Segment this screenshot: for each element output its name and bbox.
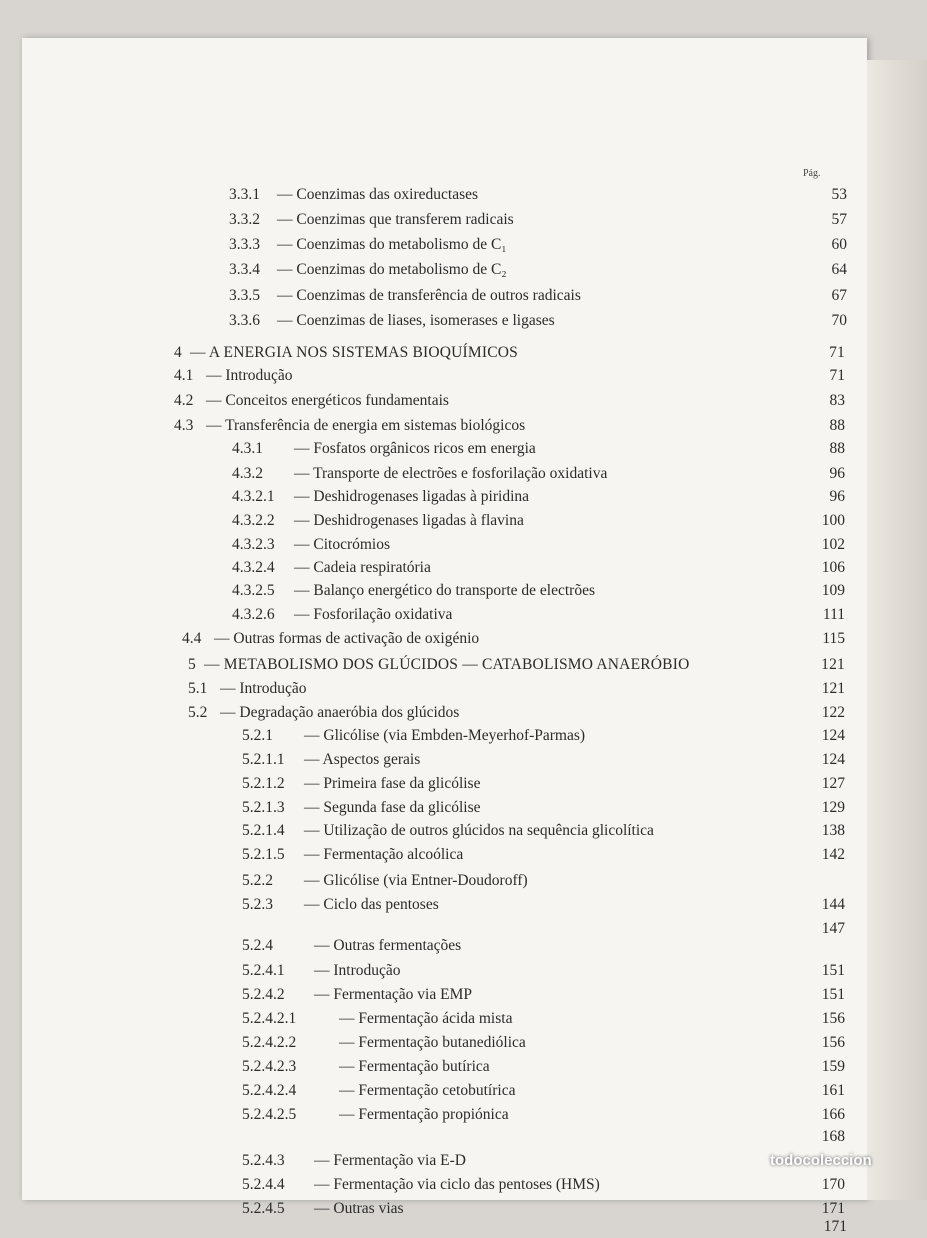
toc-entry-page: 156 (821, 1034, 845, 1051)
toc-entry-number: 5.2.4.1 (242, 962, 285, 979)
page-edge-shadow (867, 60, 927, 1200)
toc-entry-title: — Coenzimas das oxireductases (277, 186, 479, 203)
toc-entry-title: — METABOLISMO DOS GLÚCIDOS — CATABOLISMO ANAERÓBIO (204, 656, 690, 673)
toc-entry-page: 64 (831, 261, 847, 278)
toc-entry-title: — Cadeia respiratória (294, 559, 431, 576)
toc-entry-title: — Fosfatos orgânicos ricos em energia (294, 440, 536, 457)
toc-entry (22, 749, 845, 771)
toc-entry (22, 534, 845, 556)
toc-entry-number: 5.2.4 (242, 937, 273, 954)
toc-entry (22, 628, 845, 650)
toc-entry-page: 102 (821, 536, 845, 553)
toc-entry-page: 124 (821, 751, 845, 768)
toc-entry-number: 4.2 (174, 392, 194, 409)
toc-entry-title: — Coenzimas de transferência de outros radicais (277, 287, 581, 304)
toc-entry-page: 122 (821, 704, 845, 721)
toc-entry-title: — Coenzimas que transferem radicais (277, 211, 514, 228)
toc-entry (22, 1104, 845, 1126)
toc-entry-title: — Aspectos gerais (304, 751, 421, 768)
toc-entry-title: — Outras vias (314, 1200, 404, 1217)
watermark-logo: todocoleccion (770, 1152, 872, 1169)
toc-entry-number: 4.3.2 (232, 465, 263, 482)
toc-entry-number: 4.3.1 (232, 440, 263, 457)
toc-entry (22, 894, 845, 916)
toc-entry-number: 5.2.4.2.2 (242, 1034, 297, 1051)
toc-entry-page: 88 (829, 440, 845, 457)
toc-entry-title: — Conceitos energéticos fundamentais (206, 392, 449, 409)
toc-entry-page: 88 (829, 417, 845, 434)
toc-entry (22, 415, 845, 437)
toc-entry-title: — Introdução (220, 680, 307, 697)
toc-entry-number: 4.1 (174, 367, 194, 384)
toc-entry (22, 463, 845, 485)
toc-entry (22, 678, 845, 700)
toc-entry-number: 4.3 (174, 417, 194, 434)
toc-entry (22, 1216, 847, 1238)
toc-entry-page: 171 (823, 1218, 847, 1235)
toc-entry-title: — Glicólise (via Entner-Doudoroff) (304, 872, 528, 889)
table-of-contents (22, 38, 867, 1235)
toc-entry-page: 151 (821, 986, 845, 1003)
toc-entry (22, 604, 845, 626)
toc-entry-title: — Deshidrogenases ligadas à flavina (294, 512, 524, 529)
toc-entry (22, 725, 845, 747)
toc-entry-title: — Glicólise (via Embden-Meyerhof-Parmas) (304, 727, 586, 744)
toc-entry (22, 342, 845, 364)
toc-entry-number: 4.3.2.5 (232, 582, 275, 599)
toc-entry-number: 3.3.6 (229, 312, 260, 329)
toc-entry-title: — Degradação anaeróbia dos glúcidos (220, 704, 460, 721)
toc-entry-title: — Introdução (206, 367, 293, 384)
toc-entry-title: — Fermentação via EMP (314, 986, 472, 1003)
toc-entry (22, 184, 847, 206)
toc-entry (22, 1032, 845, 1054)
toc-entry (22, 1174, 845, 1196)
toc-entry-title: — Outras fermentações (314, 937, 462, 954)
toc-entry-number: 3.3.3 (229, 236, 260, 253)
toc-entry (22, 1008, 845, 1030)
toc-entry (22, 580, 845, 602)
toc-entry-page: 142 (821, 846, 845, 863)
toc-entry-page: 129 (821, 799, 845, 816)
toc-entry-number: 5.2.1.3 (242, 799, 285, 816)
toc-entry (22, 870, 845, 892)
toc-entry-title: — Primeira fase da glicólise (304, 775, 481, 792)
toc-entry (22, 390, 845, 412)
toc-entry-page: 67 (831, 287, 847, 304)
toc-entry-page: 70 (831, 312, 847, 329)
toc-entry-number: 3.3.2 (229, 211, 260, 228)
toc-entry-page: 147 (821, 920, 845, 937)
toc-entry-page: 71 (829, 367, 845, 384)
toc-entry-page: 96 (829, 488, 845, 505)
toc-entry (22, 234, 847, 256)
toc-entry-title: — Deshidrogenases ligadas à piridina (294, 488, 530, 505)
toc-entry-number: 5.2.1 (242, 727, 273, 744)
toc-entry-page: 124 (821, 727, 845, 744)
toc-entry (22, 984, 845, 1006)
toc-entry-page: 161 (821, 1082, 845, 1099)
toc-entry-page: 106 (821, 559, 845, 576)
toc-entry-number: 5.2.4.5 (242, 1200, 285, 1217)
toc-entry-number: 5.2.1.4 (242, 822, 285, 839)
toc-entry-number: 4.3.2.4 (232, 559, 275, 576)
toc-entry-number: 5.2.4.3 (242, 1152, 285, 1169)
toc-entry-number: 5.1 (188, 680, 208, 697)
toc-entry-title: — Fosforilação oxidativa (294, 606, 453, 623)
toc-entry-page: 109 (821, 582, 845, 599)
toc-entry-page: 83 (829, 392, 845, 409)
toc-entry-title: — Coenzimas do metabolismo de C₂ (277, 261, 507, 278)
toc-entry-number: 5.2.3 (242, 896, 273, 913)
toc-entry-page: 168 (821, 1128, 845, 1145)
toc-entry (22, 820, 845, 842)
toc-entry-number: 5 (188, 656, 196, 673)
toc-entry-page: 57 (831, 211, 847, 228)
toc-entry-title: — Fermentação butírica (339, 1058, 490, 1075)
toc-entry-page: 100 (821, 512, 845, 529)
book-page (22, 38, 867, 1235)
toc-entry (22, 209, 847, 231)
toc-entry-number: 5.2.4.2.5 (242, 1106, 297, 1123)
toc-entry-number: 4.3.2.2 (232, 512, 275, 529)
toc-entry-page: 159 (821, 1058, 845, 1075)
toc-entry (22, 486, 845, 508)
toc-entry-page: 96 (829, 465, 845, 482)
toc-entry-title: — Fermentação cetobutírica (339, 1082, 516, 1099)
toc-entry-title: — Fermentação propiónica (339, 1106, 509, 1123)
toc-entry-title: — Fermentação butanediólica (339, 1034, 526, 1051)
toc-entry-title: — Balanço energético do transporte de electrões (294, 582, 595, 599)
toc-entry-page: 121 (821, 680, 845, 697)
toc-entry-number: 4 (174, 344, 182, 361)
toc-entry-page: 166 (821, 1106, 845, 1123)
toc-entry-page: 53 (831, 186, 847, 203)
toc-entry (22, 1080, 845, 1102)
toc-entry (22, 960, 845, 982)
toc-entry-page: 144 (821, 896, 845, 913)
toc-entry-number: 4.3.2.3 (232, 536, 275, 553)
toc-entry (22, 702, 845, 724)
toc-entry (22, 773, 845, 795)
toc-entry-title: — Ciclo das pentoses (304, 896, 439, 913)
toc-entry-page: 115 (822, 630, 845, 647)
toc-entry-number: 4.3.2.6 (232, 606, 275, 623)
toc-entry-page: 156 (821, 1010, 845, 1027)
toc-entry-number: 4.4 (182, 630, 202, 647)
toc-entry-page: 60 (831, 236, 847, 253)
toc-entry-page: 138 (821, 822, 845, 839)
toc-entry-page: 151 (821, 962, 845, 979)
toc-entry-page: 111 (822, 606, 845, 623)
toc-entry (22, 259, 847, 281)
toc-entry-title: — A ENERGIA NOS SISTEMAS BIOQUÍMICOS (190, 344, 518, 361)
toc-entry-number: 5.2.4.2.4 (242, 1082, 297, 1099)
toc-entry-number: 5.2.4.4 (242, 1176, 285, 1193)
toc-entry-title: — Coenzimas do metabolismo de C₁ (277, 236, 507, 253)
toc-entry-title: — Introdução (314, 962, 401, 979)
toc-entry-page: 171 (821, 1200, 845, 1217)
toc-entry-title: — Fermentação alcoólica (304, 846, 464, 863)
toc-entry (22, 557, 845, 579)
toc-entry (22, 797, 845, 819)
toc-entry-number: 3.3.4 (229, 261, 260, 278)
toc-entry-number: 4.3.2.1 (232, 488, 275, 505)
toc-entry-number: 5.2.1.1 (242, 751, 285, 768)
toc-entry-number: 5.2.1.2 (242, 775, 285, 792)
toc-entry-page: 121 (821, 656, 845, 673)
toc-entry-number: 5.2.4.2.1 (242, 1010, 297, 1027)
toc-entry-title: — Transporte de electrões e fosforilação oxidativa (294, 465, 608, 482)
toc-entry (22, 1056, 845, 1078)
toc-entry-number: 5.2 (188, 704, 208, 721)
toc-entry-number: 5.2.1.5 (242, 846, 285, 863)
toc-entry (22, 654, 845, 676)
toc-entry-number: 5.2.4.2.3 (242, 1058, 297, 1075)
toc-entry-title: — Transferência de energia em sistemas biológicos (206, 417, 526, 434)
toc-entry (22, 1150, 845, 1172)
toc-entry-title: — Segunda fase da glicólise (304, 799, 481, 816)
toc-entry-number: 5.2.4.2 (242, 986, 285, 1003)
toc-entry-title: — Outras formas de activação de oxigénio (214, 630, 480, 647)
toc-entry-number: 3.3.5 (229, 287, 260, 304)
toc-entry-title: — Utilização de outros glúcidos na sequência glicolítica (304, 822, 654, 839)
toc-entry (22, 935, 845, 957)
page-column-label: Pág. (803, 168, 821, 179)
toc-entry (22, 285, 847, 307)
toc-entry-page: 170 (821, 1176, 845, 1193)
toc-entry (22, 510, 845, 532)
toc-entry-title: — Fermentação via E-D (314, 1152, 466, 1169)
toc-entry-title: — Citocrómios (294, 536, 391, 553)
toc-entry-number: 3.3.1 (229, 186, 260, 203)
toc-entry (22, 365, 845, 387)
toc-entry-title: — Fermentação via ciclo das pentoses (HMS) (314, 1176, 600, 1193)
toc-entry-title: — Fermentação ácida mista (339, 1010, 513, 1027)
toc-entry (22, 310, 847, 332)
toc-entry-number: 5.2.2 (242, 872, 273, 889)
toc-entry (22, 844, 845, 866)
toc-entry-page: 127 (821, 775, 845, 792)
toc-entry-page: 71 (829, 344, 845, 361)
toc-entry (22, 1126, 845, 1148)
toc-entry-title: — Coenzimas de liases, isomerases e ligases (277, 312, 555, 329)
toc-entry (22, 438, 845, 460)
